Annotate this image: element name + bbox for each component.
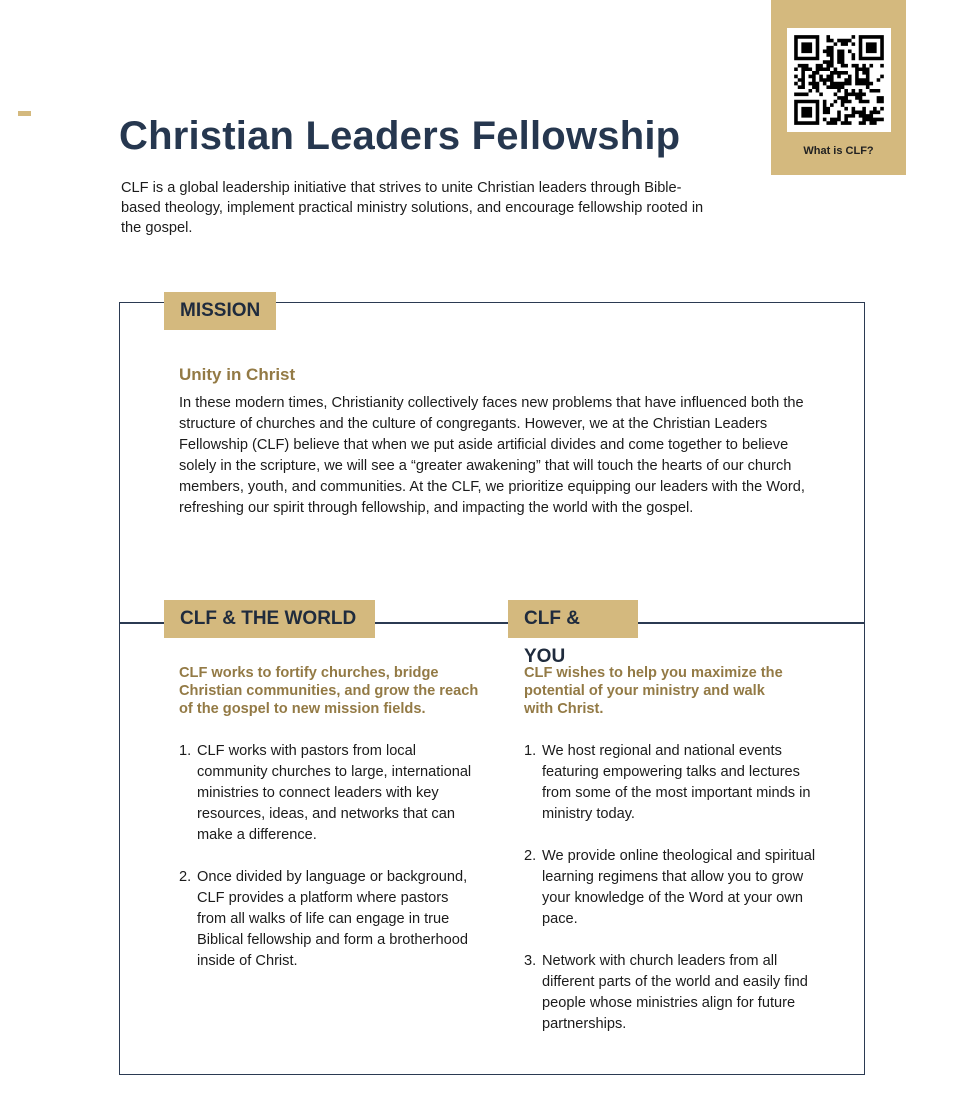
accent-mark (18, 111, 31, 116)
list-item: 2. We provide online theological and spiritual learning regimens that allow you to grow your knowledge of the Word at your own pace. (524, 848, 816, 927)
qr-panel (771, 0, 906, 175)
list-item: 1. CLF works with pastors from local community churches to large, international ministries to connect leaders with key resources, ideas, and networks that can make a difference. (179, 743, 472, 843)
world-tab: CLF & THE WORLD (164, 600, 375, 638)
world-subtitle: CLF works to fortify churches, bridge Christian communities, and grow the reach of the gospel to new mission fields. (179, 665, 479, 717)
you-tab: CLF & YOU (508, 600, 638, 638)
list-item: 1. We host regional and national events featuring empowering talks and lectures from some of the most important minds in ministry today. (524, 743, 811, 822)
list-item: 2. Once divided by language or background, CLF provides a platform where pastors from all walks of life can engage in true Biblical fellowship and form a brotherhood inside of Christ. (179, 869, 468, 969)
mission-subtitle: Unity in Christ (179, 365, 296, 384)
intro-text: CLF is a global leadership initiative that strives to unite Christian leaders through Bible-based theology, implement practical ministry solutions, and encourage fellowship rooted in the gospel. (121, 180, 704, 236)
qr-code-icon[interactable] (787, 28, 891, 132)
page-title: Christian Leaders Fellowship (119, 114, 681, 158)
list-item: 3. Network with church leaders from all different parts of the world and easily find people whose ministries align for future partnerships. (524, 953, 808, 1032)
qr-label: What is CLF? (803, 145, 874, 157)
mission-tab: MISSION (164, 292, 276, 330)
world-list (179, 741, 479, 993)
you-list (524, 741, 824, 1056)
mission-body: In these modern times, Christianity collectively faces new problems that have influenced both the structure of churches and the culture of congregants. However, we at the Christian Leaders Fellowship (CLF) believe that when we put aside artificial divides and come together to believe solely in the scripture, we will see a “greater awakening” that will touch the hearts of our church members, youth, and communities. At the CLF, we prioritize equipping our leaders with the Word, refreshing our spirit through fellowship, and impacting the world with the gospel. (179, 395, 805, 516)
you-subtitle: CLF wishes to help you maximize the potential of your ministry and walk with Christ. (524, 665, 783, 717)
